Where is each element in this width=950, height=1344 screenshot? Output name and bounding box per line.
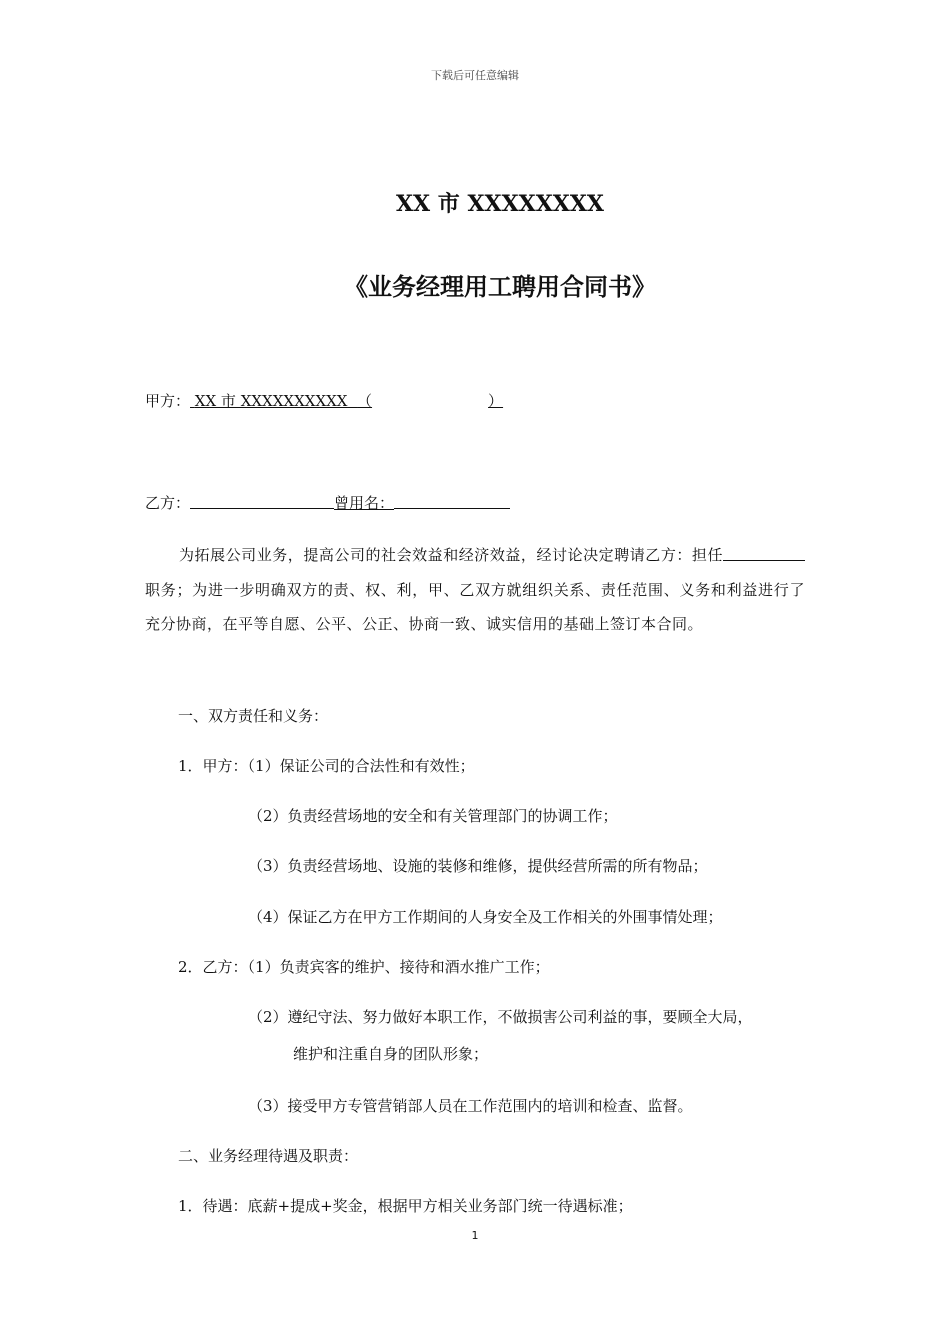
page-header-note: 下载后可任意编辑: [431, 69, 519, 82]
party-a-duty-4: （4）保证乙方在甲方工作期间的人身安全及工作相关的外围事情处理；: [248, 908, 723, 926]
page-number: 1: [471, 1229, 479, 1242]
document-title: 《业务经理用工聘用合同书》: [344, 272, 656, 301]
party-b-name-blank: [190, 493, 334, 509]
party-b-former-name-blank: [394, 493, 510, 509]
party-a-label: 甲方：: [145, 392, 191, 410]
intro-paragraph: 为拓展公司业务，提高公司的社会效益和经济效益，经讨论决定聘请乙方：担任职务；为进一步明确双方的责、权、利，甲、乙双方就组织关系、责任范围、义务和利益进行了充分协商，在平等自愿、公平、公正、协商一致、诚实信用的基础上签订本合同。: [145, 546, 805, 633]
party-a-duty-3: （3）负责经营场地、设施的装修和维修，提供经营所需的所有物品；: [248, 857, 708, 875]
section2-item-1: 1．待遇：底薪+提成+奖金，根据甲方相关业务部门统一待遇标准；: [178, 1197, 633, 1215]
party-a-line: [145, 390, 503, 411]
section2-heading: 二、业务经理待遇及职责：: [178, 1147, 359, 1165]
party-b-duty-3: （3）接受甲方专管营销部人员在工作范围内的培训和检查、监督。: [248, 1097, 693, 1115]
party-a-duty-1: 1．甲方：（1）保证公司的合法性和有效性；: [178, 757, 475, 775]
party-a-duty-2: （2）负责经营场地的安全和有关管理部门的协调工作；: [248, 807, 618, 825]
party-b-line: [145, 492, 510, 513]
party-b-duty-2-line2: 维护和注重自身的团队形象；: [293, 1045, 489, 1063]
party-a-value: XX 市 XXXXXXXXXX （ ）: [194, 392, 504, 410]
party-b-duty-2-line1: （2）遵纪守法、努力做好本职工作，不做损害公司利益的事，要顾全大局，: [248, 1008, 753, 1026]
party-b-former-name-label: 曾用名：: [334, 494, 395, 512]
position-blank: [723, 545, 805, 561]
section1-heading: 一、双方责任和义务：: [178, 707, 329, 725]
party-b-duty-1: 2．乙方：（1）负责宾客的维护、接待和酒水推广工作；: [178, 958, 550, 976]
party-b-label: 乙方：: [145, 494, 191, 512]
document-title-company: XX 市 XXXXXXXX: [395, 191, 604, 217]
